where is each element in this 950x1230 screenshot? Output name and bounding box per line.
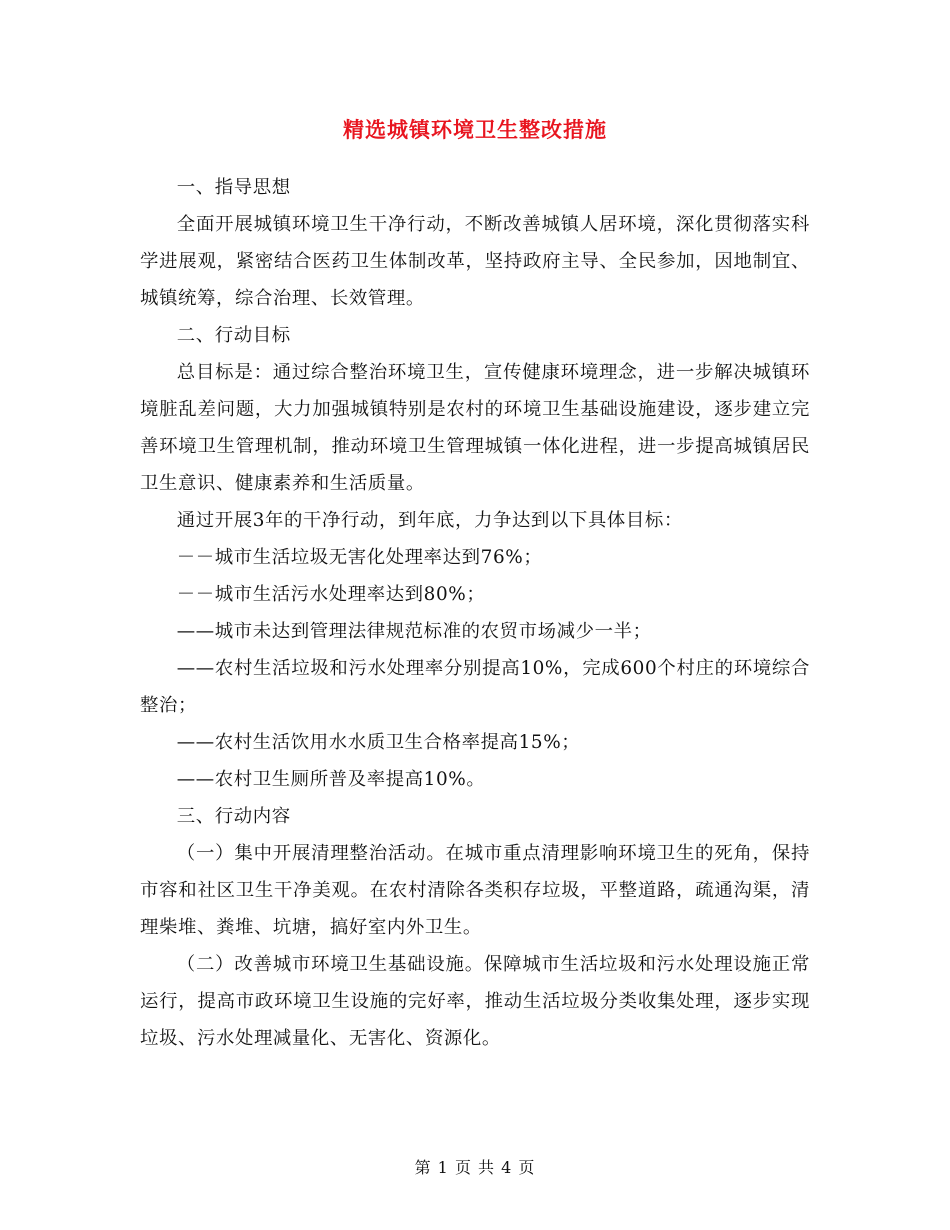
goal-item-farmers-markets: ——城市未达到管理法律规范标准的农贸市场减少一半；: [176, 621, 652, 642]
goal-item-sanitary-toilets: ——农村卫生厕所普及率提高10%。: [176, 769, 486, 790]
section-heading-action-content: 三、行动内容: [176, 806, 291, 827]
goal-item-garbage-treatment: －－城市生活垃圾无害化处理率达到76%；: [176, 547, 543, 568]
document-title: 精选城镇环境卫生整改措施: [343, 117, 607, 142]
paragraph-overall-goal: 总目标是：通过综合整治环境卫生，宣传健康环境理念，进一步解决城镇环境脏乱差问题，大力加强城镇特别是农村的环境卫生基础设施建设，逐步建立完善环境卫生管理机制，推动环境卫生管理城镇一体化进程，进一步提高城镇居民卫生意识、健康素养和生活质量。: [140, 362, 810, 494]
paragraph-guiding-ideology: 全面开展城镇环境卫生干净行动，不断改善城镇人居环境，深化贯彻落实科学进展观，紧密结合医药卫生体制改革，坚持政府主导、全民参加，因地制宜、城镇统筹，综合治理、长效管理。: [140, 214, 810, 309]
section-heading-action-goals: 二、行动目标: [176, 325, 291, 346]
paragraph-infrastructure: （二）改善城市环境卫生基础设施。保障城市生活垃圾和污水处理设施正常运行，提高市政环境卫生设施的完好率，推动生活垃圾分类收集处理，逐步实现垃圾、污水处理减量化、无害化、资源化。: [140, 954, 810, 1049]
goal-item-drinking-water: ——农村生活饮用水水质卫生合格率提高15%；: [176, 732, 581, 753]
page-number-footer: 第 1 页 共 4 页: [414, 1158, 536, 1177]
paragraph-cleanup-activities: （一）集中开展清理整治活动。在城市重点清理影响环境卫生的死角，保持市容和社区卫生干净美观。在农村清除各类积存垃圾，平整道路，疏通沟渠，清理柴堆、粪堆、坑塘，搞好室内外卫生。: [140, 843, 810, 938]
goal-item-sewage-treatment: －－城市生活污水处理率达到80%；: [176, 584, 486, 605]
document-body: [140, 169, 810, 1057]
goal-item-rural-treatment: ——农村生活垃圾和污水处理率分别提高10%，完成600个村庄的环境综合整治；: [140, 658, 810, 716]
section-heading-guiding-ideology: 一、指导思想: [176, 177, 291, 198]
paragraph-specific-goals-intro: 通过开展3年的干净行动，到年底，力争达到以下具体目标：: [176, 510, 683, 531]
